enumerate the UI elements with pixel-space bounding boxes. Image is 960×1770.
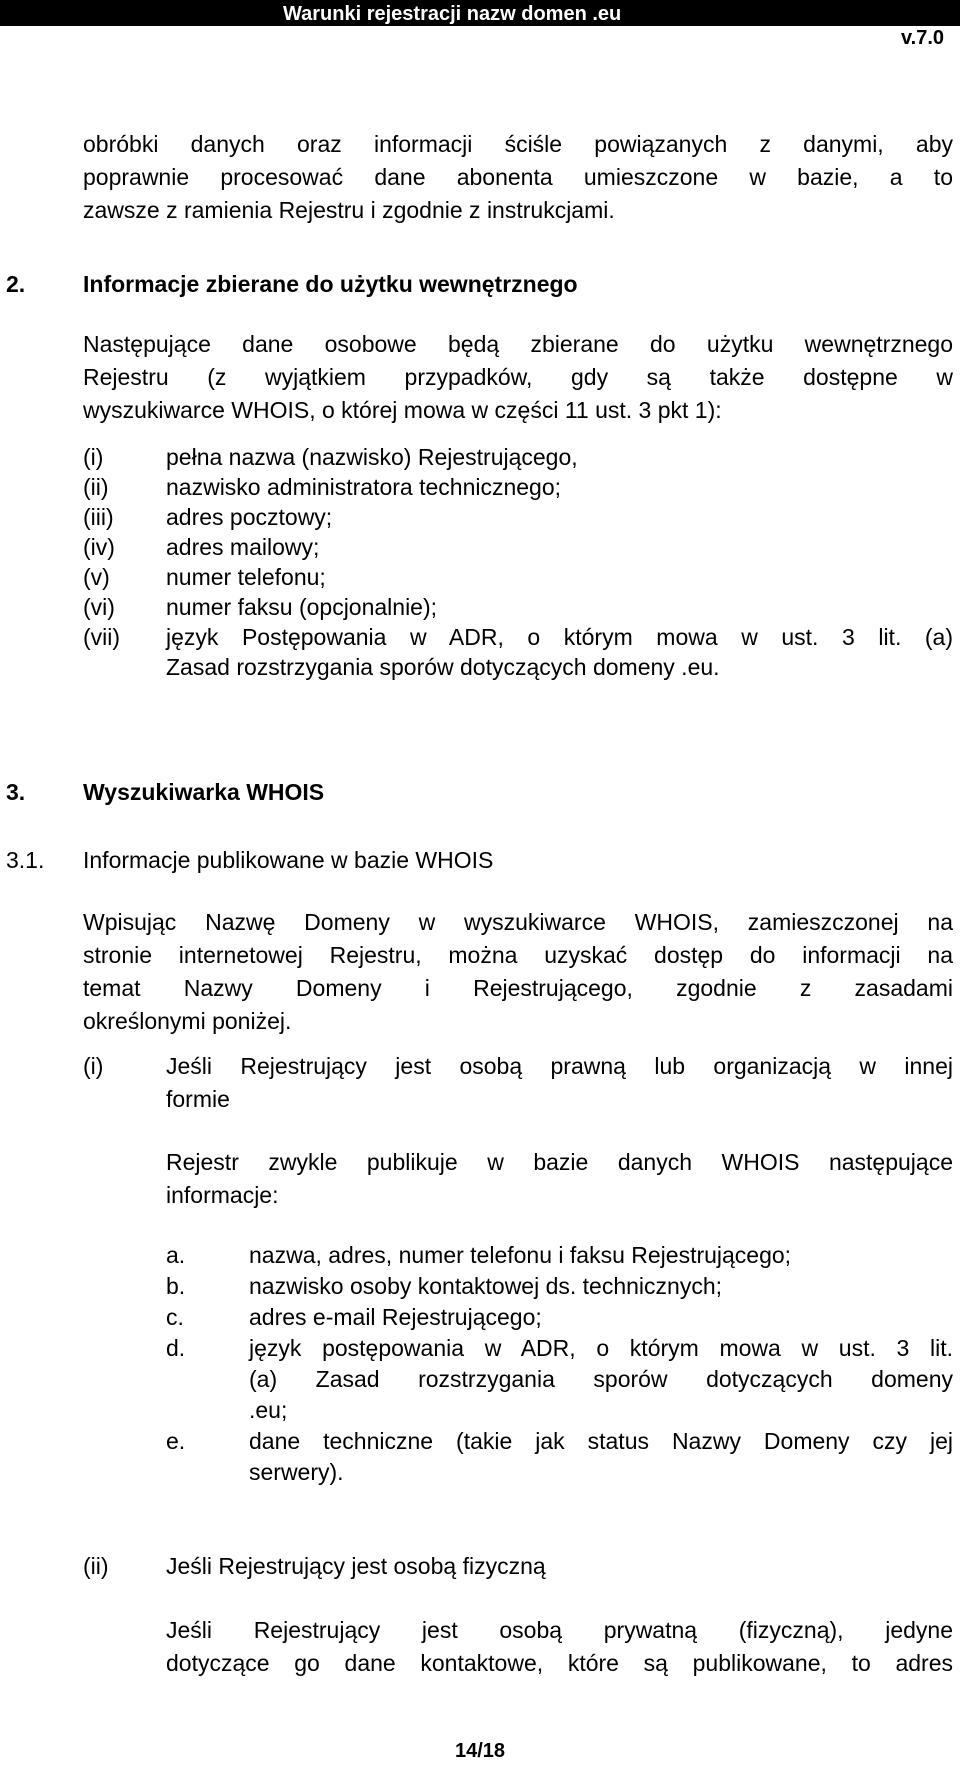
list-item-text: dane techniczne (takie jak status Nazwy Domeny czy jej bbox=[249, 1428, 953, 1454]
list-item bbox=[166, 1240, 953, 1271]
paragraph-line: temat Nazwy Domeny i Rejestrującego, zgodnie z zasadami bbox=[83, 975, 953, 1001]
list-item-text: nazwa, adres, numer telefonu i faksu Rejestrującego; bbox=[249, 1242, 792, 1268]
section-title: Wyszukiwarka WHOIS bbox=[83, 779, 325, 805]
list-item-label: e. bbox=[166, 1428, 186, 1454]
paragraph-line: Jeśli Rejestrujący jest osobą prywatną (fizyczną), jedyne bbox=[166, 1617, 953, 1643]
sub-i-heading bbox=[166, 1050, 953, 1116]
list-item-label: c. bbox=[166, 1304, 184, 1330]
list-item-text: adres mailowy; bbox=[166, 534, 320, 560]
page-header bbox=[0, 0, 960, 26]
list-item bbox=[83, 442, 953, 472]
list-item-text: adres e-mail Rejestrującego; bbox=[249, 1304, 542, 1330]
paragraph-line: stronie internetowej Rejestru, można uzyskać dostęp do informacji na bbox=[83, 942, 953, 968]
list-item bbox=[166, 1333, 953, 1426]
list-item-text: .eu; bbox=[249, 1397, 288, 1423]
list-item-text: Zasad rozstrzygania sporów dotyczących domeny .eu. bbox=[166, 654, 720, 680]
sub-heading-line: formie bbox=[166, 1086, 230, 1112]
list-item-label: (i) bbox=[83, 444, 104, 470]
section-3-1-paragraph bbox=[83, 906, 953, 1038]
intro-line: poprawnie procesować dane abonenta umieszczone w bazie, a to bbox=[83, 164, 953, 190]
section-title: Informacje publikowane w bazie WHOIS bbox=[83, 847, 494, 873]
list-item-text: nazwisko administratora technicznego; bbox=[166, 474, 562, 500]
list-item-text: serwery). bbox=[249, 1459, 344, 1485]
list-item bbox=[83, 502, 953, 532]
section-title: Informacje zbierane do użytku wewnętrznego bbox=[83, 271, 578, 297]
list-item-text: język postępowania w ADR, o którym mowa w ust. 3 lit. bbox=[249, 1335, 953, 1361]
list-item-label: (vii) bbox=[83, 624, 121, 650]
list-item-label: d. bbox=[166, 1335, 186, 1361]
collected-data-list bbox=[83, 442, 953, 682]
paragraph-line: wyszukiwarce WHOIS, o której mowa w części 11 ust. 3 pkt 1): bbox=[83, 397, 722, 423]
list-item-label: (iv) bbox=[83, 534, 115, 560]
list-item bbox=[83, 472, 953, 502]
paragraph-line: informacje: bbox=[166, 1182, 279, 1208]
sub-i-paragraph bbox=[166, 1146, 953, 1212]
paragraph-line: Następujące dane osobowe będą zbierane do użytku wewnętrznego bbox=[83, 331, 953, 357]
section-number: 3. bbox=[6, 779, 26, 805]
list-item-label: b. bbox=[166, 1273, 186, 1299]
list-item-text: numer telefonu; bbox=[166, 564, 326, 590]
list-item bbox=[83, 562, 953, 592]
section-2-paragraph bbox=[83, 328, 953, 427]
paragraph-line: Rejestr zwykle publikuje w bazie danych WHOIS następujące bbox=[166, 1149, 953, 1175]
page-number: 14/18 bbox=[454, 1740, 506, 1762]
list-item-text: numer faksu (opcjonalnie); bbox=[166, 594, 438, 620]
list-item bbox=[166, 1426, 953, 1488]
sub-ii-heading bbox=[166, 1550, 953, 1583]
document-title: Warunki rejestracji nazw domen .eu bbox=[283, 3, 622, 25]
paragraph-line: Wpisując Nazwę Domeny w wyszukiwarce WHOIS, zamieszczonej na bbox=[83, 909, 953, 935]
intro-line: obróbki danych oraz informacji ściśle powiązanych z danymi, aby bbox=[83, 131, 953, 157]
list-item bbox=[166, 1302, 953, 1333]
sub-heading-line: Jeśli Rejestrujący jest osobą fizyczną bbox=[166, 1553, 546, 1579]
intro-line: zawsze z ramienia Rejestru i zgodnie z instrukcjami. bbox=[83, 197, 615, 223]
section-number: 2. bbox=[6, 271, 26, 297]
list-item-text: język Postępowania w ADR, o którym mowa w ust. 3 lit. (a) bbox=[166, 624, 953, 650]
list-item-label: (iii) bbox=[83, 504, 114, 530]
section-number: 3.1. bbox=[6, 847, 45, 873]
list-item-text: (a) Zasad rozstrzygania sporów dotyczących domeny bbox=[249, 1366, 953, 1392]
paragraph-line: określonymi poniżej. bbox=[83, 1008, 292, 1034]
list-item-text: pełna nazwa (nazwisko) Rejestrującego, bbox=[166, 444, 578, 470]
list-item-text: adres pocztowy; bbox=[166, 504, 333, 530]
document-version: v.7.0 bbox=[901, 27, 944, 49]
list-item bbox=[83, 592, 953, 622]
list-item bbox=[83, 622, 953, 682]
list-item-label: (ii) bbox=[83, 474, 109, 500]
sub-label: (i) bbox=[83, 1053, 104, 1079]
whois-published-list bbox=[166, 1240, 953, 1488]
paragraph-line: Rejestru (z wyjątkiem przypadków, gdy są także dostępne w bbox=[83, 364, 953, 390]
sub-heading-line: Jeśli Rejestrujący jest osobą prawną lub organizacją w innej bbox=[166, 1053, 953, 1079]
sub-ii-paragraph bbox=[166, 1614, 953, 1680]
paragraph-line: dotyczące go dane kontaktowe, które są publikowane, to adres bbox=[166, 1650, 953, 1676]
list-item bbox=[83, 532, 953, 562]
list-item bbox=[166, 1271, 953, 1302]
list-item-text: nazwisko osoby kontaktowej ds. technicznych; bbox=[249, 1273, 723, 1299]
intro-paragraph bbox=[83, 128, 953, 227]
sub-label: (ii) bbox=[83, 1553, 109, 1579]
list-item-label: (v) bbox=[83, 564, 110, 590]
list-item-label: (vi) bbox=[83, 594, 115, 620]
list-item-label: a. bbox=[166, 1242, 186, 1268]
